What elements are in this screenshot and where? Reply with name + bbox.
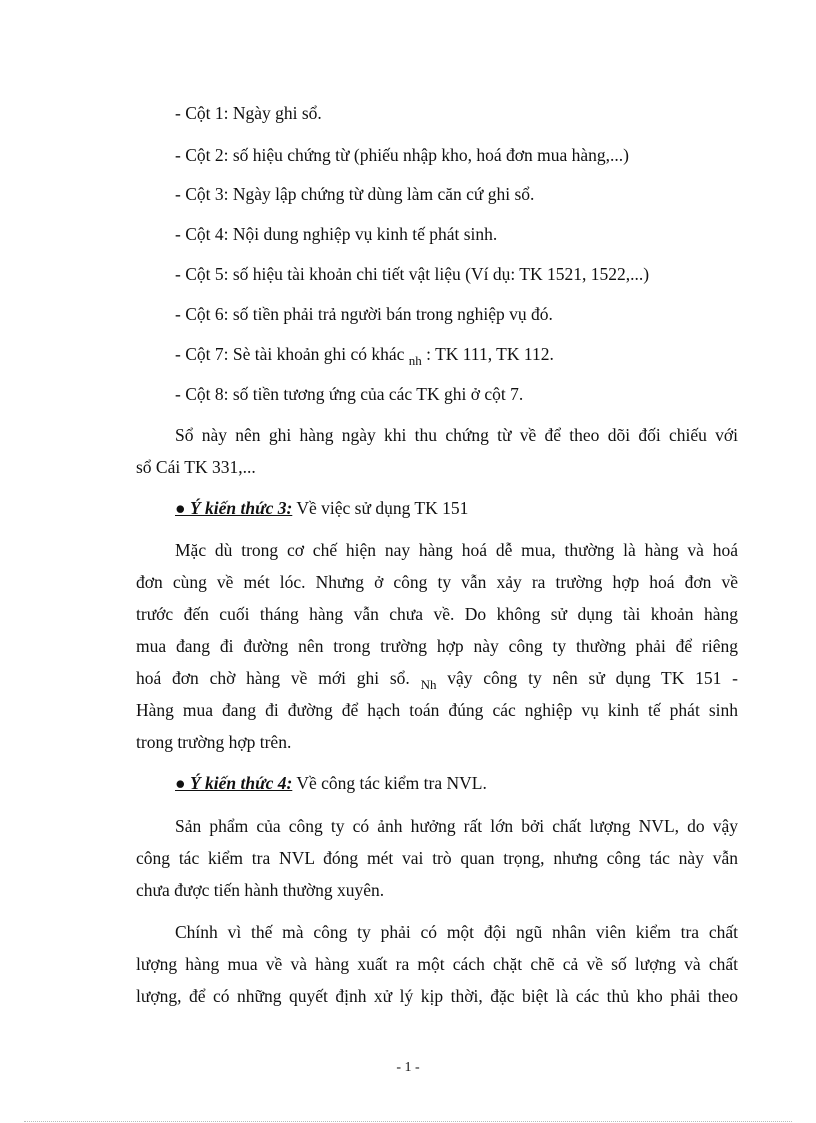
page-number: - 1 - (396, 1060, 420, 1075)
paragraph-2-line-2: đơn cùng về mét lóc. Nhưng ở công ty vẫn xảy ra trường hợp hoá đơn về (136, 572, 738, 592)
column-4-line: - Cột 4: Nội dung nghiệp vụ kinh tế phát sinh. (175, 224, 498, 244)
paragraph-2-line-5-end: vậy công ty nên sử dụng TK 151 - (447, 668, 739, 688)
paragraph-2-line-4: mua đang đi đường nên trong trường hợp này công ty thường phải để riêng (136, 636, 738, 656)
column-7-text: - Cột 7: Sè tài khoản ghi có khác (175, 344, 405, 364)
paragraph-2-line-5-small: Nh (420, 677, 437, 692)
paragraph-2-line-6: Hàng mua đang đi đường để hạch toán đúng các nghiệp vụ kinh tế phát sinh (136, 700, 738, 720)
paragraph-4-line-2: lượng hàng mua về và hàng xuất ra một cách chặt chẽ cả về số lượng và chất (136, 954, 738, 974)
paragraph-3-line-1: Sản phẩm của công ty có ảnh hưởng rất lớn bởi chất lượng NVL, do vậy (175, 816, 738, 836)
column-6-line: - Cột 6: số tiền phải trả người bán trong nghiệp vụ đó. (175, 304, 553, 324)
paragraph-3-line-2: công tác kiểm tra NVL đóng mét vai trò quan trọng, nhưng công tác này vẫn (136, 848, 738, 868)
heading-3-label: ● Ý kiến thức 3: (175, 498, 293, 518)
heading-4-text: Về công tác kiểm tra NVL. (292, 773, 487, 793)
column-2-line: - Cột 2: số hiệu chứng từ (phiếu nhập kho, hoá đơn mua hàng,...) (175, 145, 629, 165)
column-7-line (175, 344, 554, 368)
column-5-line: - Cột 5: số hiệu tài khoản chi tiết vật liệu (Ví dụ: TK 1521, 1522,...) (175, 264, 650, 284)
heading-4-label: ● Ý kiến thức 4: (175, 773, 293, 793)
column-7-small-text: nh (408, 353, 422, 368)
paragraph-4-line-1: Chính vì thế mà công ty phải có một đội ngũ nhân viên kiểm tra chất (175, 922, 738, 942)
paragraph-1-line-1: Sổ này nên ghi hàng ngày khi thu chứng từ về để theo dõi đối chiếu với (175, 425, 738, 445)
paragraph-2-line-5-text: hoá đơn chờ hàng về mới ghi sổ. (136, 668, 410, 688)
column-1-line: - Cột 1: Ngày ghi sổ. (175, 103, 322, 123)
paragraph-2-line-5 (136, 668, 739, 692)
paragraph-2-line-7: trong trường hợp trên. (136, 732, 292, 752)
heading-4 (175, 775, 487, 793)
paragraph-2-line-3: trước đến cuối tháng hàng vẫn chưa về. Do không sử dụng tài khoản hàng (136, 604, 738, 624)
heading-3 (175, 500, 468, 518)
column-8-line: - Cột 8: số tiền tương ứng của các TK ghi ở cột 7. (175, 384, 524, 404)
paragraph-4-line-3: lượng, để có những quyết định xử lý kịp thời, đặc biệt là các thủ kho phải theo (136, 986, 738, 1006)
column-7-text-end: : TK 111, TK 112. (426, 344, 554, 364)
heading-3-text: Về việc sử dụng TK 151 (292, 498, 469, 518)
paragraph-3-line-3: chưa được tiến hành thường xuyên. (136, 880, 385, 900)
column-3-line: - Cột 3: Ngày lập chứng từ dùng làm căn cứ ghi sổ. (175, 184, 535, 204)
paragraph-1-line-2: sổ Cái TK 331,... (136, 457, 256, 477)
page-bottom-divider (24, 1121, 792, 1122)
paragraph-2-line-1: Mặc dù trong cơ chế hiện nay hàng hoá dễ mua, thường là hàng và hoá (175, 540, 738, 560)
